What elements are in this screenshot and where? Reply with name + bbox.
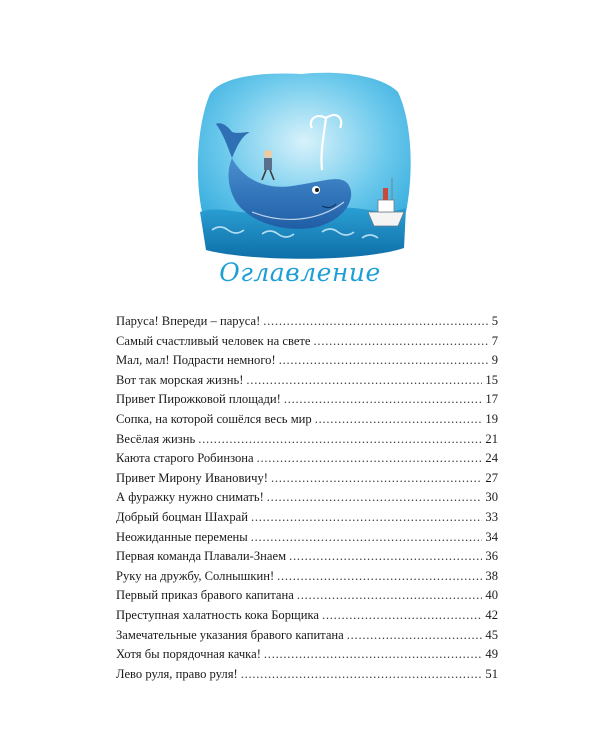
toc-entry-title: Самый счастливый человек на свете xyxy=(116,333,311,348)
toc-dot-leader xyxy=(271,471,482,486)
toc-entry-page: 5 xyxy=(491,314,498,328)
toc-entry-title: Каюта старого Робинзона xyxy=(116,451,254,466)
toc-entry[interactable] xyxy=(116,314,498,334)
toc-entry-page: 42 xyxy=(485,607,498,622)
toc-entry-page: 19 xyxy=(485,411,498,426)
toc-dot-leader xyxy=(315,412,483,427)
toc-entry-page: 45 xyxy=(485,627,498,642)
toc-dot-leader xyxy=(267,490,483,505)
toc-entry[interactable] xyxy=(116,373,498,393)
toc-dot-leader xyxy=(277,569,482,584)
toc-entry[interactable] xyxy=(116,490,498,510)
toc-entry[interactable] xyxy=(116,471,498,491)
toc-dot-leader xyxy=(284,392,483,407)
toc-entry[interactable] xyxy=(116,432,498,452)
page-title: Оглавление xyxy=(219,258,381,287)
whale-illustration xyxy=(192,62,416,282)
toc-entry[interactable] xyxy=(116,628,498,648)
toc-dot-leader xyxy=(279,353,489,368)
toc-entry[interactable] xyxy=(116,549,498,569)
toc-entry-title: Лево руля, право руля! xyxy=(116,666,238,681)
toc-entry-title: Мал, мал! Подрасти немного! xyxy=(116,353,276,368)
toc-entry[interactable] xyxy=(116,588,498,608)
toc-entry[interactable] xyxy=(116,412,498,432)
toc-entry-title: Преступная халатность кока Борщика xyxy=(116,607,319,622)
toc-dot-leader xyxy=(198,432,482,447)
toc-entry-title: А фуражку нужно снимать! xyxy=(116,490,264,505)
toc-dot-leader xyxy=(263,314,488,329)
toc-dot-leader xyxy=(264,647,483,662)
toc-entry-title: Замечательные указания бравого капитана xyxy=(116,627,344,642)
toc-entry-page: 24 xyxy=(485,451,498,466)
toc-entry[interactable] xyxy=(116,667,498,687)
toc-entry-title: Паруса! Впереди – паруса! xyxy=(116,314,261,328)
toc-entry-page: 49 xyxy=(485,647,498,662)
toc-entry-page: 51 xyxy=(485,666,498,681)
toc-dot-leader xyxy=(251,530,483,545)
toc-dot-leader xyxy=(241,667,483,682)
toc-entry[interactable] xyxy=(116,647,498,667)
toc-entry-title: Весёлая жизнь xyxy=(116,431,196,446)
toc-entry-page: 30 xyxy=(485,490,498,505)
toc-entry[interactable] xyxy=(116,451,498,471)
toc-entry-page: 17 xyxy=(485,392,498,407)
toc-entry-page: 21 xyxy=(485,431,498,446)
toc-entry-page: 7 xyxy=(491,333,498,348)
toc-entry-title: Привет Мирону Ивановичу! xyxy=(116,470,268,485)
toc-entry-title: Хотя бы порядочная качка! xyxy=(116,647,261,662)
toc-dot-leader xyxy=(257,451,483,466)
whale-illustration-svg xyxy=(192,62,416,282)
toc-entry-title: Привет Пирожковой площади! xyxy=(116,392,281,407)
toc-entry-title: Добрый боцман Шахрай xyxy=(116,509,248,524)
toc-entry[interactable] xyxy=(116,392,498,412)
toc-entry-page: 27 xyxy=(485,470,498,485)
toc-entry-page: 33 xyxy=(485,509,498,524)
toc-entry[interactable] xyxy=(116,530,498,550)
toc-entry-title: Руку на дружбу, Солнышкин! xyxy=(116,568,275,583)
toc-entry[interactable] xyxy=(116,334,498,354)
toc-entry[interactable] xyxy=(116,608,498,628)
toc-dot-leader xyxy=(314,334,489,349)
toc-entry-page: 15 xyxy=(485,372,498,387)
table-of-contents xyxy=(116,314,498,686)
toc-entry-page: 40 xyxy=(485,588,498,603)
toc-entry-page: 36 xyxy=(485,549,498,564)
toc-entry[interactable] xyxy=(116,510,498,530)
toc-entry[interactable] xyxy=(116,353,498,373)
toc-entry-title: Неожиданные перемены xyxy=(116,529,248,544)
toc-entry-page: 9 xyxy=(491,353,498,368)
toc-dot-leader xyxy=(297,588,483,603)
toc-entry-page: 38 xyxy=(485,568,498,583)
toc-entry-title: Вот так морская жизнь! xyxy=(116,372,244,387)
toc-dot-leader xyxy=(251,510,482,525)
toc-entry[interactable] xyxy=(116,569,498,589)
toc-dot-leader xyxy=(289,549,482,564)
toc-entry-title: Первая команда Плавали-Знаем xyxy=(116,549,287,564)
toc-dot-leader xyxy=(322,608,482,623)
toc-entry-title: Сопка, на которой сошёлся весь мир xyxy=(116,411,312,426)
toc-dot-leader xyxy=(347,628,483,643)
toc-entry-title: Первый приказ бравого капитана xyxy=(116,588,294,603)
toc-entry-page: 34 xyxy=(485,529,498,544)
toc-dot-leader xyxy=(246,373,482,388)
